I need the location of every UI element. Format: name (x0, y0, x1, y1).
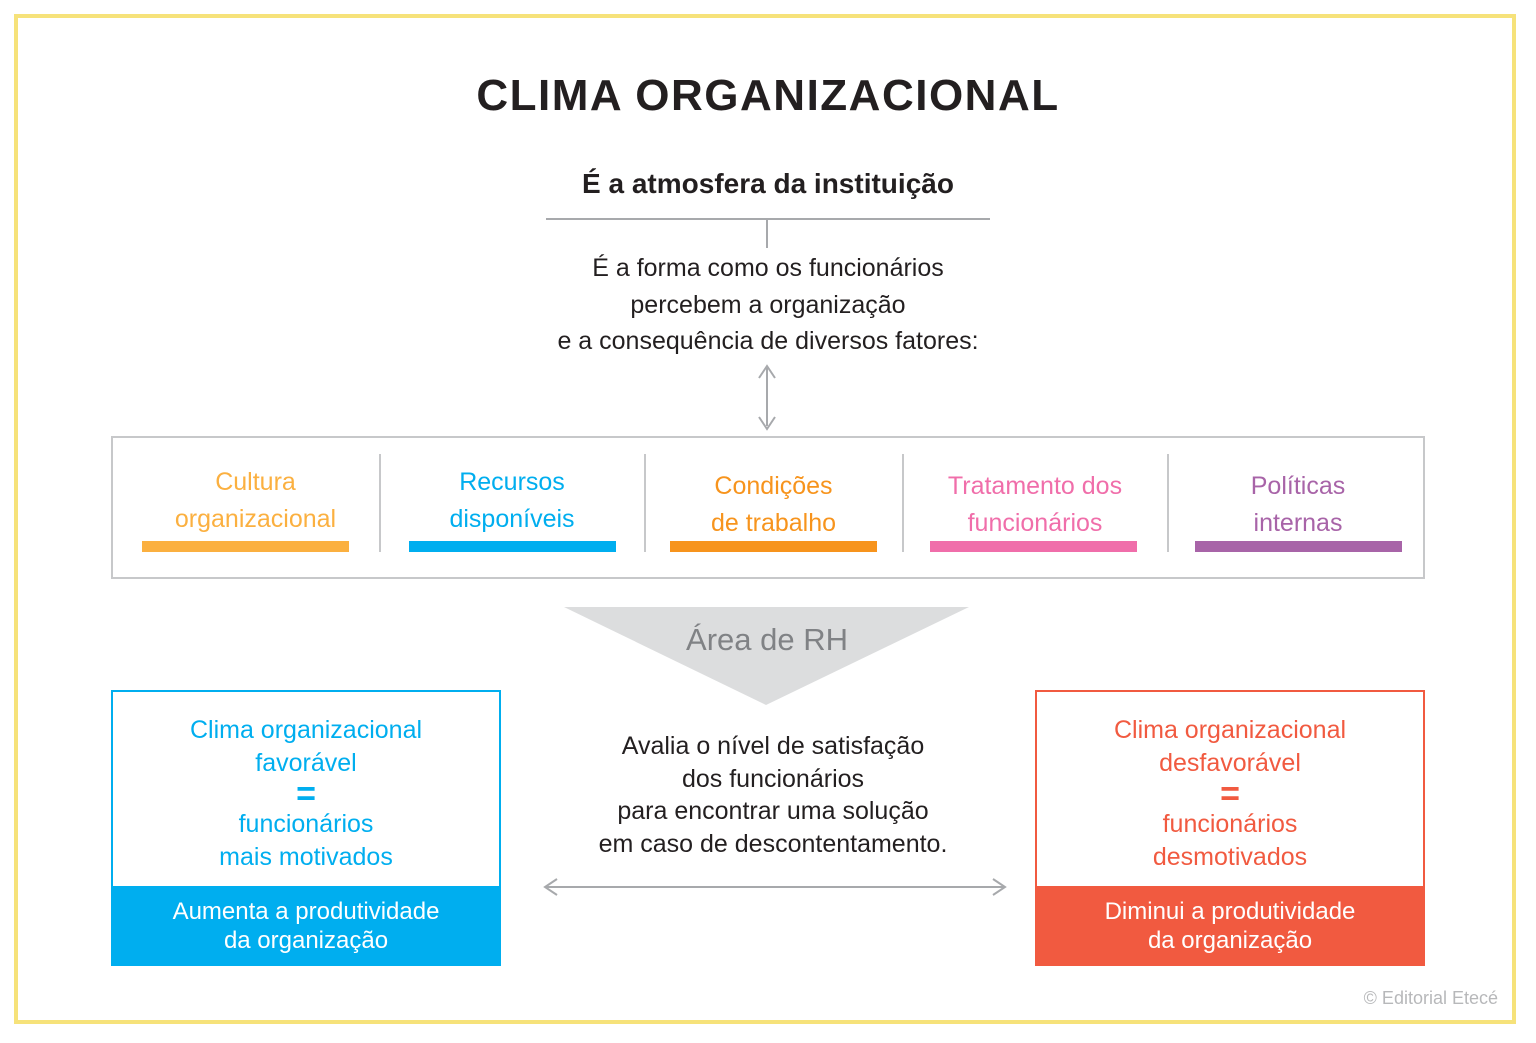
definition-line: percebem a organização (630, 290, 906, 319)
favorable-text: favorável (255, 749, 357, 777)
evaluation-text (520, 730, 1026, 860)
factor-resources (381, 438, 643, 577)
factor-culture (133, 438, 378, 577)
factor-label: Cultura (215, 468, 296, 496)
factor-label: Recursos (459, 468, 565, 496)
equals-sign: = (296, 775, 316, 813)
factor-color-bar (409, 541, 616, 552)
unfavorable-text: desmotivados (1152, 843, 1308, 871)
definition-line: É a forma como os funcionários (592, 254, 944, 282)
definition-heading: É a atmosfera da instituição (582, 168, 954, 199)
unfavorable-text: desfavorável (1159, 749, 1301, 777)
footer-text: da organização (223, 927, 389, 954)
factor-label: disponíveis (449, 504, 575, 533)
factor-label: de trabalho (710, 508, 837, 537)
evaluation-line: dos funcionários (681, 764, 865, 793)
unfavorable-climate-box (1035, 690, 1425, 966)
footer-text: Diminui a produtividade (1104, 898, 1356, 925)
hr-area-label: Área de RH (686, 622, 848, 657)
factor-label: Políticas (1250, 472, 1346, 500)
factor-label: Condições (714, 472, 833, 500)
favorable-text: mais motivados (219, 843, 393, 871)
factor-color-bar (670, 541, 877, 552)
factor-employee-treatment (904, 438, 1166, 577)
footer-text: da organização (1147, 927, 1313, 954)
favorable-text: Clima organizacional (189, 716, 423, 744)
double-arrow-horizontal (545, 879, 1005, 895)
favorable-footer (111, 886, 501, 966)
factor-internal-policies (1169, 438, 1427, 577)
factor-color-bar (142, 541, 349, 552)
definition-line: e a consequência de diversos fatores: (557, 327, 979, 355)
copyright-credit: © Editorial Etecé (1363, 988, 1498, 1008)
favorable-climate-box (111, 690, 501, 966)
footer-text: Aumenta a produtividade (172, 898, 440, 925)
double-arrow-vertical (759, 366, 775, 429)
favorable-text: funcionários (238, 810, 374, 838)
factor-color-bar (1195, 541, 1402, 552)
factor-color-bar (930, 541, 1137, 552)
factors-panel (111, 436, 1425, 579)
factor-label: Tratamento dos (947, 472, 1123, 500)
equals-sign: = (1220, 775, 1240, 813)
unfavorable-text: funcionários (1162, 810, 1298, 838)
evaluation-line: em caso de descontentamento. (598, 829, 948, 858)
factor-working-conditions (646, 438, 901, 577)
page-title: CLIMA ORGANIZACIONAL (476, 71, 1060, 120)
factor-label: organizacional (174, 504, 337, 533)
factor-label: funcionários (967, 508, 1103, 537)
factor-label: internas (1253, 508, 1343, 537)
unfavorable-text: Clima organizacional (1113, 716, 1347, 744)
unfavorable-footer (1035, 886, 1425, 966)
evaluation-line: Avalia o nível de satisfação (621, 732, 925, 760)
evaluation-line: para encontrar uma solução (617, 797, 929, 825)
